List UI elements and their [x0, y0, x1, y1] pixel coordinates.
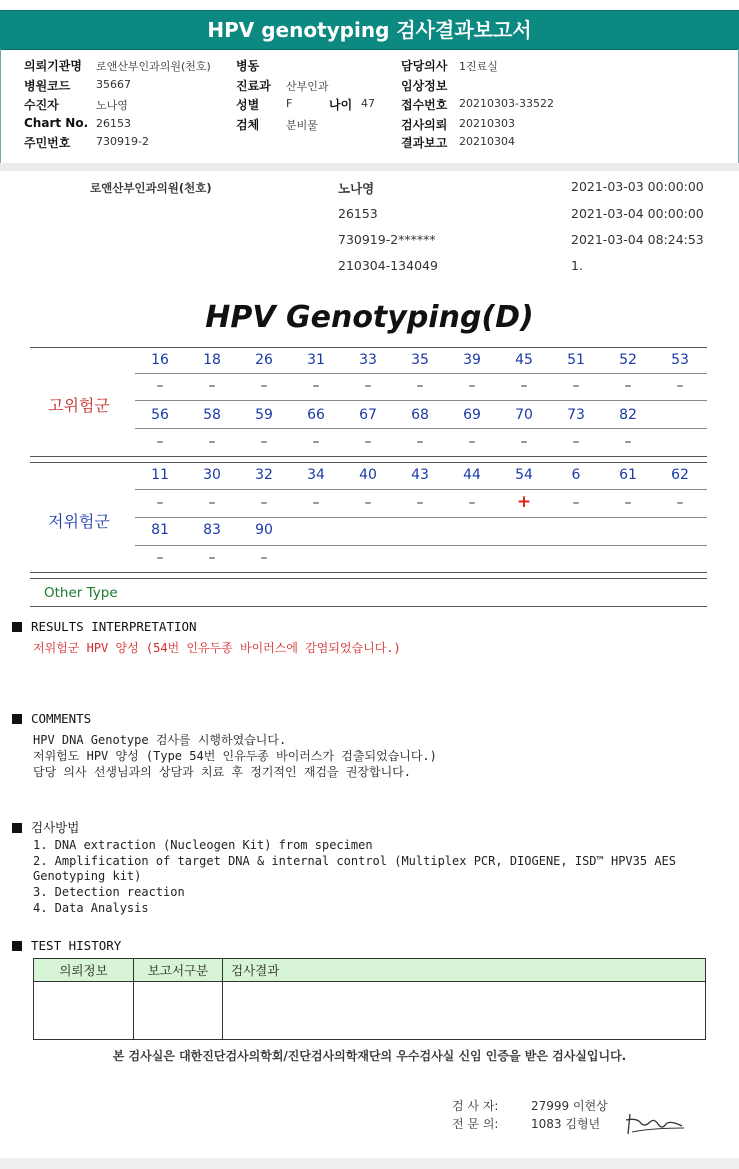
- negative-mark: –: [520, 378, 528, 394]
- square-bullet-icon: [12, 823, 22, 833]
- comments-heading: COMMENTS: [31, 711, 92, 726]
- value-patient: 노나영: [96, 99, 128, 112]
- grid-line: [135, 400, 707, 401]
- label-clinic: 의뢰기관명: [24, 59, 82, 73]
- value-department: 산부인과: [286, 80, 329, 93]
- label-request-date: 검사의뢰: [401, 118, 448, 132]
- history-col-report-type: 보고서구분: [134, 959, 223, 982]
- grid-line: [135, 489, 707, 490]
- negative-mark: –: [208, 495, 216, 511]
- label-chart-no: Chart No.: [24, 116, 89, 130]
- genotype-number: 62: [671, 467, 689, 483]
- genotyping-title: HPV Genotyping(D): [205, 300, 534, 335]
- negative-mark: –: [208, 550, 216, 566]
- negative-mark: –: [364, 378, 372, 394]
- comment-line: 담당 의사 선생님과의 상담과 치료 후 정기적인 재검을 권장합니다.: [33, 765, 412, 779]
- history-cell: [34, 982, 134, 1040]
- genotype-number: 81: [151, 522, 169, 538]
- negative-mark: –: [208, 434, 216, 450]
- history-col-request: 의뢰정보: [34, 959, 134, 982]
- genotype-number: 66: [307, 407, 325, 423]
- genotype-number: 69: [463, 407, 481, 423]
- negative-mark: –: [260, 378, 268, 394]
- genotype-number: 26: [255, 352, 273, 368]
- negative-mark: –: [572, 378, 580, 394]
- genotype-number: 6: [571, 467, 581, 483]
- value-hospital-code: 35667: [96, 78, 131, 91]
- genotype-number: 82: [619, 407, 637, 423]
- grid-line: [30, 456, 707, 457]
- comment-line: HPV DNA Genotype 검사를 시행하였습니다.: [33, 733, 287, 747]
- negative-mark: –: [416, 434, 424, 450]
- method-heading: 검사방법: [31, 820, 80, 835]
- results-heading-row: [12, 619, 197, 634]
- genotype-number: 31: [307, 352, 325, 368]
- negative-mark: –: [520, 434, 528, 450]
- genotype-number: 68: [411, 407, 429, 423]
- method-line: 3. Detection reaction: [33, 885, 185, 899]
- report-title: HPV genotyping 검사결과보고서: [0, 10, 739, 50]
- genotype-number: 70: [515, 407, 533, 423]
- grid-line: [135, 428, 707, 429]
- label-ward: 병동: [236, 59, 260, 73]
- genotype-number: 54: [515, 467, 533, 483]
- results-heading: RESULTS INTERPRETATION: [31, 619, 197, 634]
- label-receipt-no: 접수번호: [401, 98, 448, 112]
- datetime-3: 2021-03-04 08:24:53: [571, 232, 704, 247]
- grid-line: [30, 572, 707, 573]
- genotype-number: 39: [463, 352, 481, 368]
- patient-code: 210304-134049: [338, 258, 438, 273]
- negative-mark: –: [676, 378, 684, 394]
- patient-chart: 26153: [338, 206, 378, 221]
- negative-mark: –: [364, 495, 372, 511]
- history-heading-row: [12, 938, 121, 953]
- square-bullet-icon: [12, 622, 22, 632]
- negative-mark: –: [364, 434, 372, 450]
- value-specimen: 분비물: [286, 119, 318, 132]
- value-chart-no: 26153: [96, 117, 131, 130]
- label-department: 진료과: [236, 79, 271, 93]
- history-col-result: 검사결과: [223, 959, 706, 982]
- grid-line: [30, 462, 707, 463]
- value-report-date: 20210304: [459, 135, 515, 148]
- negative-mark: –: [260, 550, 268, 566]
- genotype-number: 83: [203, 522, 221, 538]
- datetime-1: 2021-03-03 00:00:00: [571, 179, 704, 194]
- other-type-label: Other Type: [44, 585, 118, 601]
- genotype-number: 52: [619, 352, 637, 368]
- negative-mark: –: [260, 434, 268, 450]
- negative-mark: –: [676, 495, 684, 511]
- negative-mark: –: [312, 495, 320, 511]
- value-doctor: 1진료실: [459, 60, 498, 73]
- genotype-number: 40: [359, 467, 377, 483]
- comments-heading-row: [12, 711, 91, 726]
- genotype-number: 30: [203, 467, 221, 483]
- patient-clinic: 로앤산부인과의원(천호): [90, 181, 212, 195]
- genotype-number: 56: [151, 407, 169, 423]
- negative-mark: –: [156, 378, 164, 394]
- comment-line: 저위험도 HPV 양성 (Type 54번 인유두종 바이러스가 검출되었습니다.): [33, 749, 437, 763]
- positive-mark: +: [516, 492, 532, 512]
- value-request-date: 20210303: [459, 117, 515, 130]
- grid-line: [135, 517, 707, 518]
- method-line: 1. DNA extraction (Nucleogen Kit) from specimen: [33, 838, 373, 852]
- genotype-number: 16: [151, 352, 169, 368]
- negative-mark: –: [468, 434, 476, 450]
- method-line: Genotyping kit): [33, 869, 142, 883]
- genotype-number: 34: [307, 467, 325, 483]
- datetime-2: 2021-03-04 00:00:00: [571, 206, 704, 221]
- label-patient: 수진자: [24, 98, 59, 112]
- negative-mark: –: [416, 495, 424, 511]
- negative-mark: –: [624, 378, 632, 394]
- label-hospital-code: 병원코드: [24, 79, 71, 93]
- value-clinic: 로앤산부인과의원(천호): [96, 60, 211, 73]
- genotype-number: 73: [567, 407, 585, 423]
- method-line: 4. Data Analysis: [33, 901, 149, 915]
- specialist-value: 1083 김형년: [531, 1117, 601, 1131]
- method-line: 2. Amplification of target DNA & internal control (Multiplex PCR, DIOGENE, ISD™ HPV35 AES: [33, 854, 676, 868]
- value-age: 47: [361, 97, 375, 110]
- genotype-number: 11: [151, 467, 169, 483]
- genotype-number: 45: [515, 352, 533, 368]
- tester-value: 27999 이현상: [531, 1099, 608, 1113]
- label-specimen: 검체: [236, 118, 260, 132]
- value-receipt-no: 20210303-33522: [459, 97, 554, 110]
- history-cell: [134, 982, 223, 1040]
- square-bullet-icon: [12, 714, 22, 724]
- divider-shade: [0, 163, 739, 171]
- negative-mark: –: [260, 495, 268, 511]
- genotype-number: 32: [255, 467, 273, 483]
- footer-bar: [0, 1158, 739, 1169]
- label-clinical-info: 임상정보: [401, 79, 448, 93]
- results-text: 저위험군 HPV 양성 (54번 인유두종 바이러스에 감염되었습니다.): [33, 641, 401, 655]
- high-risk-label: 고위험군: [48, 396, 110, 415]
- negative-mark: –: [468, 495, 476, 511]
- negative-mark: –: [572, 434, 580, 450]
- square-bullet-icon: [12, 941, 22, 951]
- history-table: [33, 958, 706, 1040]
- genotype-number: 58: [203, 407, 221, 423]
- genotype-number: 59: [255, 407, 273, 423]
- genotype-number: 53: [671, 352, 689, 368]
- patient-id: 730919-2******: [338, 232, 436, 247]
- label-age: 나이: [329, 98, 353, 112]
- page-number: 1.: [571, 258, 583, 273]
- negative-mark: –: [312, 434, 320, 450]
- label-doctor: 담당의사: [401, 59, 448, 73]
- grid-line: [135, 545, 707, 546]
- grid-line: [135, 373, 707, 374]
- negative-mark: –: [624, 434, 632, 450]
- genotype-number: 18: [203, 352, 221, 368]
- genotype-number: 61: [619, 467, 637, 483]
- genotype-number: 51: [567, 352, 585, 368]
- genotype-number: 44: [463, 467, 481, 483]
- genotype-number: 67: [359, 407, 377, 423]
- negative-mark: –: [312, 378, 320, 394]
- grid-line: [30, 347, 707, 348]
- grid-line: [30, 578, 707, 579]
- genotype-number: 43: [411, 467, 429, 483]
- signature-image: [622, 1108, 688, 1138]
- label-report-date: 결과보고: [401, 136, 448, 150]
- negative-mark: –: [572, 495, 580, 511]
- value-resident-no: 730919-2: [96, 135, 149, 148]
- negative-mark: –: [156, 495, 164, 511]
- history-heading: TEST HISTORY: [31, 938, 122, 953]
- low-risk-label: 저위험군: [48, 512, 110, 531]
- negative-mark: –: [416, 378, 424, 394]
- genotype-number: 90: [255, 522, 273, 538]
- negative-mark: –: [156, 550, 164, 566]
- genotype-number: 33: [359, 352, 377, 368]
- tester-label: 검 사 자:: [452, 1099, 499, 1113]
- value-sex: F: [286, 97, 293, 110]
- grid-line: [30, 606, 707, 607]
- label-sex: 성별: [236, 98, 260, 112]
- specialist-label: 전 문 의:: [452, 1117, 499, 1131]
- history-cell: [223, 982, 706, 1040]
- negative-mark: –: [468, 378, 476, 394]
- genotype-number: 35: [411, 352, 429, 368]
- certification-text: 본 검사실은 대한진단검사의학회/진단검사의학재단의 우수검사실 신임 인증을 받은 검사실입니다.: [112, 1049, 627, 1063]
- negative-mark: –: [624, 495, 632, 511]
- label-resident-no: 주민번호: [24, 136, 71, 150]
- patient-name: 노나영: [338, 181, 375, 196]
- method-heading-row: [12, 818, 79, 836]
- negative-mark: –: [208, 378, 216, 394]
- negative-mark: –: [156, 434, 164, 450]
